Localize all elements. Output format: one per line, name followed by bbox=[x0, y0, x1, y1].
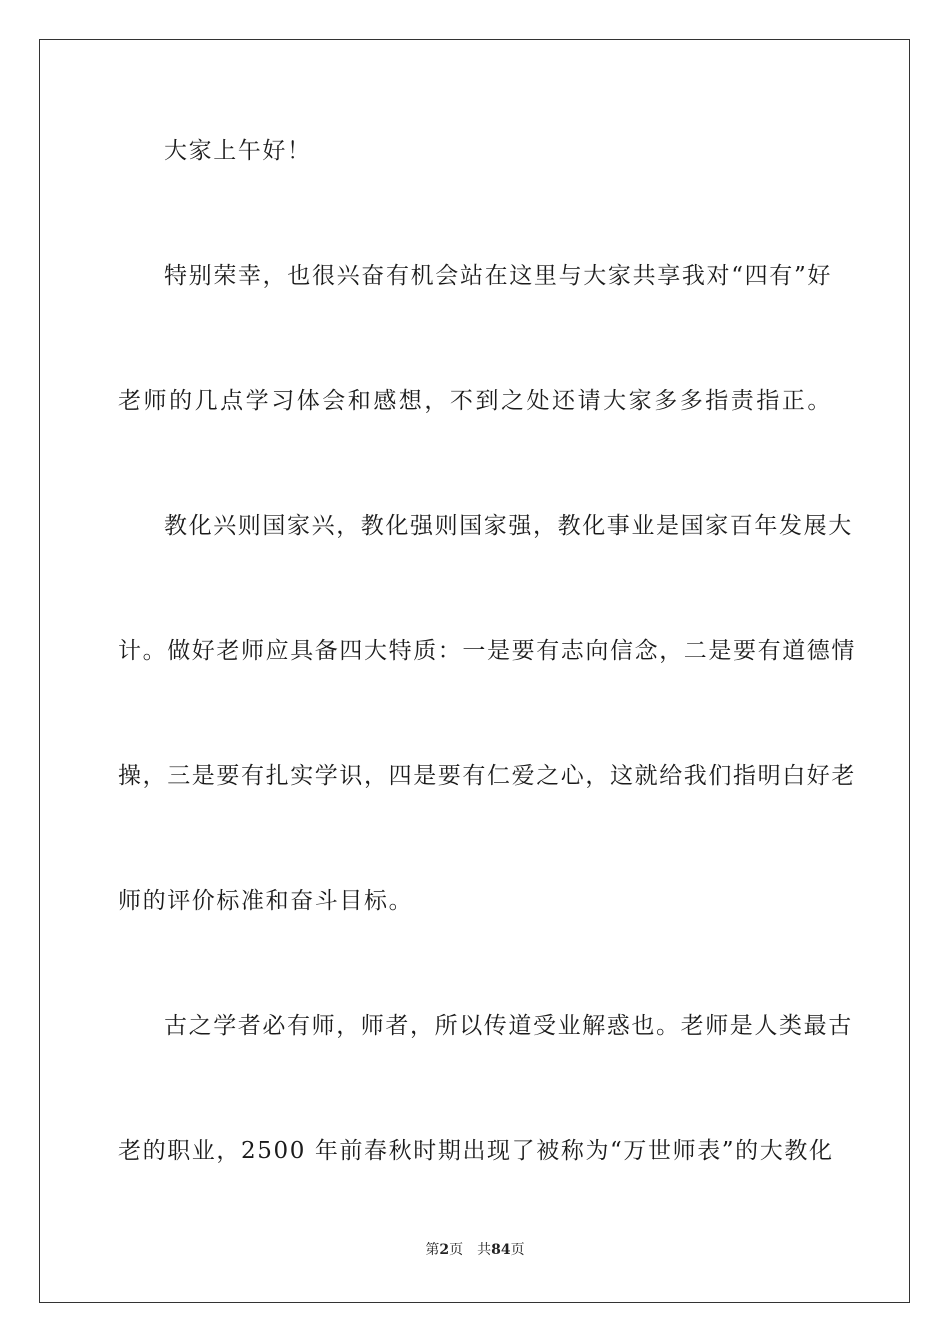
page-border bbox=[39, 39, 910, 1303]
total-pages: 84 bbox=[491, 1242, 511, 1258]
paragraph-line: 特别荣幸，也很兴奋有机会站在这里与大家共享我对“四有”好 bbox=[164, 263, 832, 289]
paragraph-line: 计。做好老师应具备四大特质：一是要有志向信念，二是要有道德情 bbox=[118, 638, 856, 664]
paragraph-line: 古之学者必有师，师者，所以传道受业解惑也。老师是人类最古 bbox=[164, 1013, 853, 1039]
paragraph-line: 教化兴则国家兴，教化强则国家强，教化事业是国家百年发展大 bbox=[164, 513, 853, 539]
paragraph-line: 师的评价标准和奋斗目标。 bbox=[118, 888, 414, 914]
page-suffix: 页 bbox=[449, 1242, 464, 1258]
paragraph-line: 老师的几点学习体会和感想，不到之处还请大家多多指责指正。 bbox=[118, 388, 832, 414]
paragraph-line: 操，三是要有扎实学识，四是要有仁爱之心，这就给我们指明白好老 bbox=[118, 763, 856, 789]
total-suffix: 页 bbox=[510, 1242, 525, 1258]
paragraph-greeting: 大家上午好！ bbox=[164, 138, 312, 164]
paragraph-line: 老的职业，2500 年前春秋时期出现了被称为“万世师表”的大教化 bbox=[118, 1138, 834, 1164]
page-number: 2 bbox=[439, 1242, 450, 1258]
page-prefix: 第 bbox=[425, 1242, 440, 1258]
total-prefix: 共 bbox=[477, 1242, 492, 1258]
page-footer bbox=[0, 1241, 950, 1259]
